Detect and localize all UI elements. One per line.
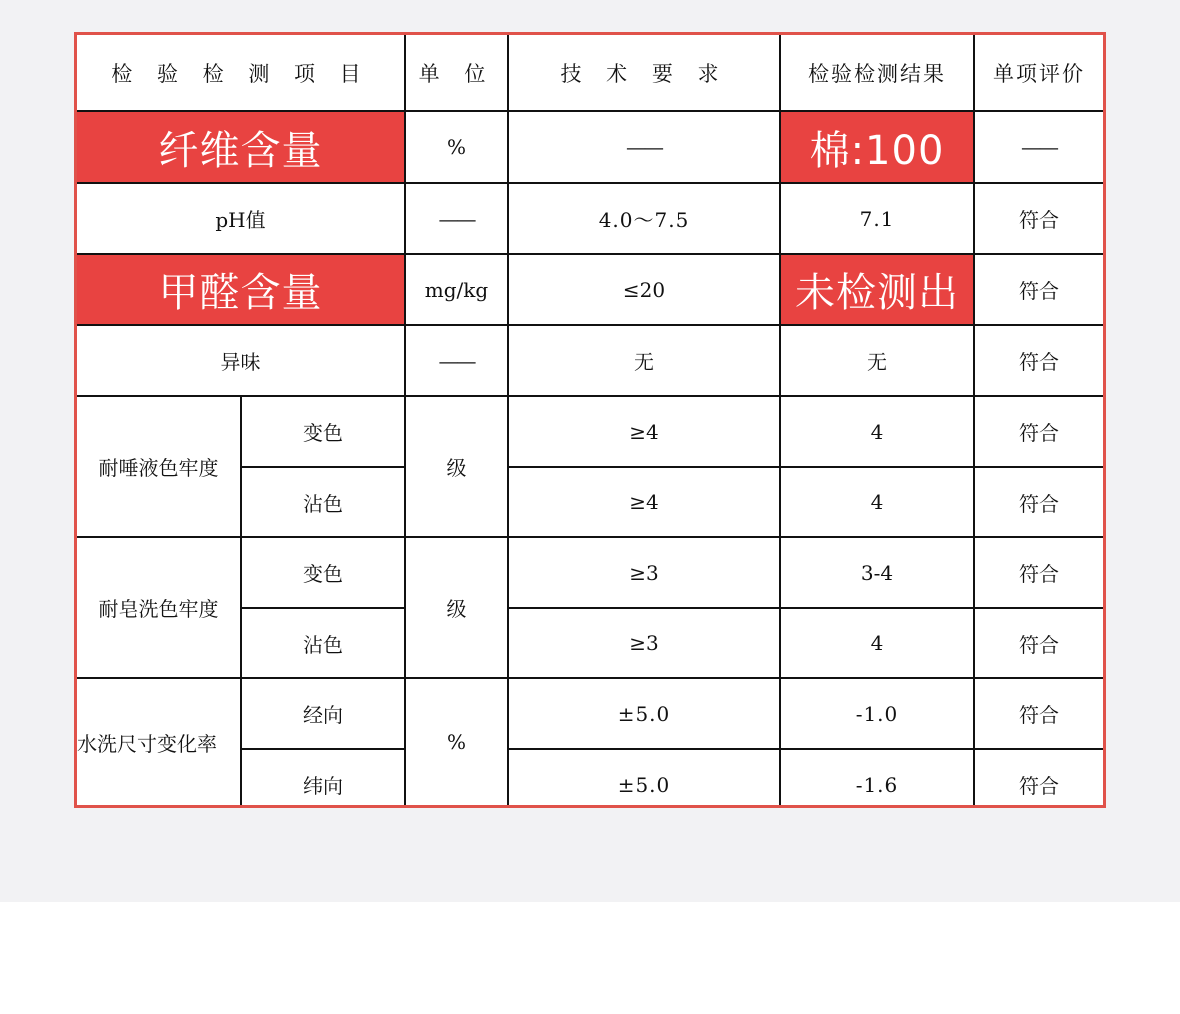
- formaldehyde-unit: mg/kg: [424, 277, 489, 302]
- soap-sub-label: 沾色: [303, 632, 343, 657]
- ph-result: 7.1: [859, 206, 895, 231]
- saliva-sub-evaluation: 符合: [1019, 421, 1059, 445]
- fiber-unit: %: [446, 135, 466, 159]
- odor-unit: ——: [438, 348, 475, 373]
- fiber-result: 棉:100: [781, 112, 973, 182]
- shrink-unit: %: [446, 730, 466, 754]
- saliva-sub-evaluation: 符合: [1019, 491, 1059, 516]
- saliva-sub-requirement: ≥4: [629, 419, 659, 444]
- soap-colorfastness-label: 耐皂洗色牢度: [98, 597, 219, 621]
- ph-unit: ——: [438, 206, 475, 231]
- saliva-sub-result: 4: [870, 490, 884, 514]
- odor-requirement: 无: [634, 350, 654, 374]
- ph-requirement: 4.0～7.5: [598, 208, 690, 232]
- header-result: 检验检测结果: [808, 61, 946, 86]
- soap-sub-label: 变色: [303, 562, 343, 586]
- test-report-table: [74, 32, 1106, 808]
- soap-sub-requirement: ≥3: [629, 631, 659, 655]
- table-grid: [77, 35, 1103, 805]
- header-requirement: 技 术 要 求: [560, 61, 728, 86]
- odor-evaluation: 符合: [1019, 350, 1059, 374]
- fiber-evaluation: ——: [1021, 135, 1057, 159]
- soap-sub-result: 3-4: [860, 560, 894, 585]
- soap-sub-requirement: ≥3: [629, 560, 659, 585]
- shrink-sub-result: -1.6: [855, 772, 899, 797]
- shrink-sub-requirement: ±5.0: [617, 772, 671, 797]
- shrink-sub-evaluation: 符合: [1019, 774, 1059, 798]
- shrink-sub-label: 纬向: [303, 774, 343, 798]
- header-evaluation: 单项评价: [993, 61, 1085, 86]
- saliva-sub-label: 沾色: [303, 491, 343, 516]
- dimensional-change-label: 水洗尺寸变化率: [77, 731, 217, 756]
- odor-label: 异味: [220, 350, 261, 374]
- shrink-sub-label: 经向: [303, 703, 343, 727]
- header-item: 检 验 检 测 项 目: [111, 61, 370, 86]
- fiber-requirement: ——: [626, 135, 662, 159]
- header-unit: 单 位: [418, 61, 495, 86]
- formaldehyde-requirement: ≤20: [622, 277, 666, 302]
- formaldehyde-evaluation: 符合: [1019, 279, 1059, 303]
- soap-sub-result: 4: [870, 631, 884, 655]
- saliva-sub-requirement: ≥4: [629, 490, 659, 514]
- fiber-content-label: 纤维含量: [77, 112, 404, 182]
- formaldehyde-label: 甲醛含量: [77, 255, 404, 324]
- shrink-sub-requirement: ±5.0: [617, 701, 671, 726]
- saliva-sub-result: 4: [870, 419, 884, 444]
- saliva-colorfastness-label: 耐唾液色牢度: [98, 456, 219, 480]
- formaldehyde-result: 未检测出: [781, 255, 973, 324]
- saliva-sub-label: 变色: [303, 421, 343, 445]
- odor-result: 无: [867, 350, 887, 374]
- soap-sub-evaluation: 符合: [1019, 632, 1059, 657]
- ph-label: pH值: [215, 208, 266, 232]
- soap-unit: 级: [446, 597, 467, 621]
- ph-evaluation: 符合: [1019, 208, 1059, 232]
- shrink-sub-result: -1.0: [855, 701, 899, 726]
- soap-sub-evaluation: 符合: [1019, 562, 1059, 586]
- saliva-unit: 级: [446, 456, 467, 480]
- shrink-sub-evaluation: 符合: [1019, 703, 1059, 727]
